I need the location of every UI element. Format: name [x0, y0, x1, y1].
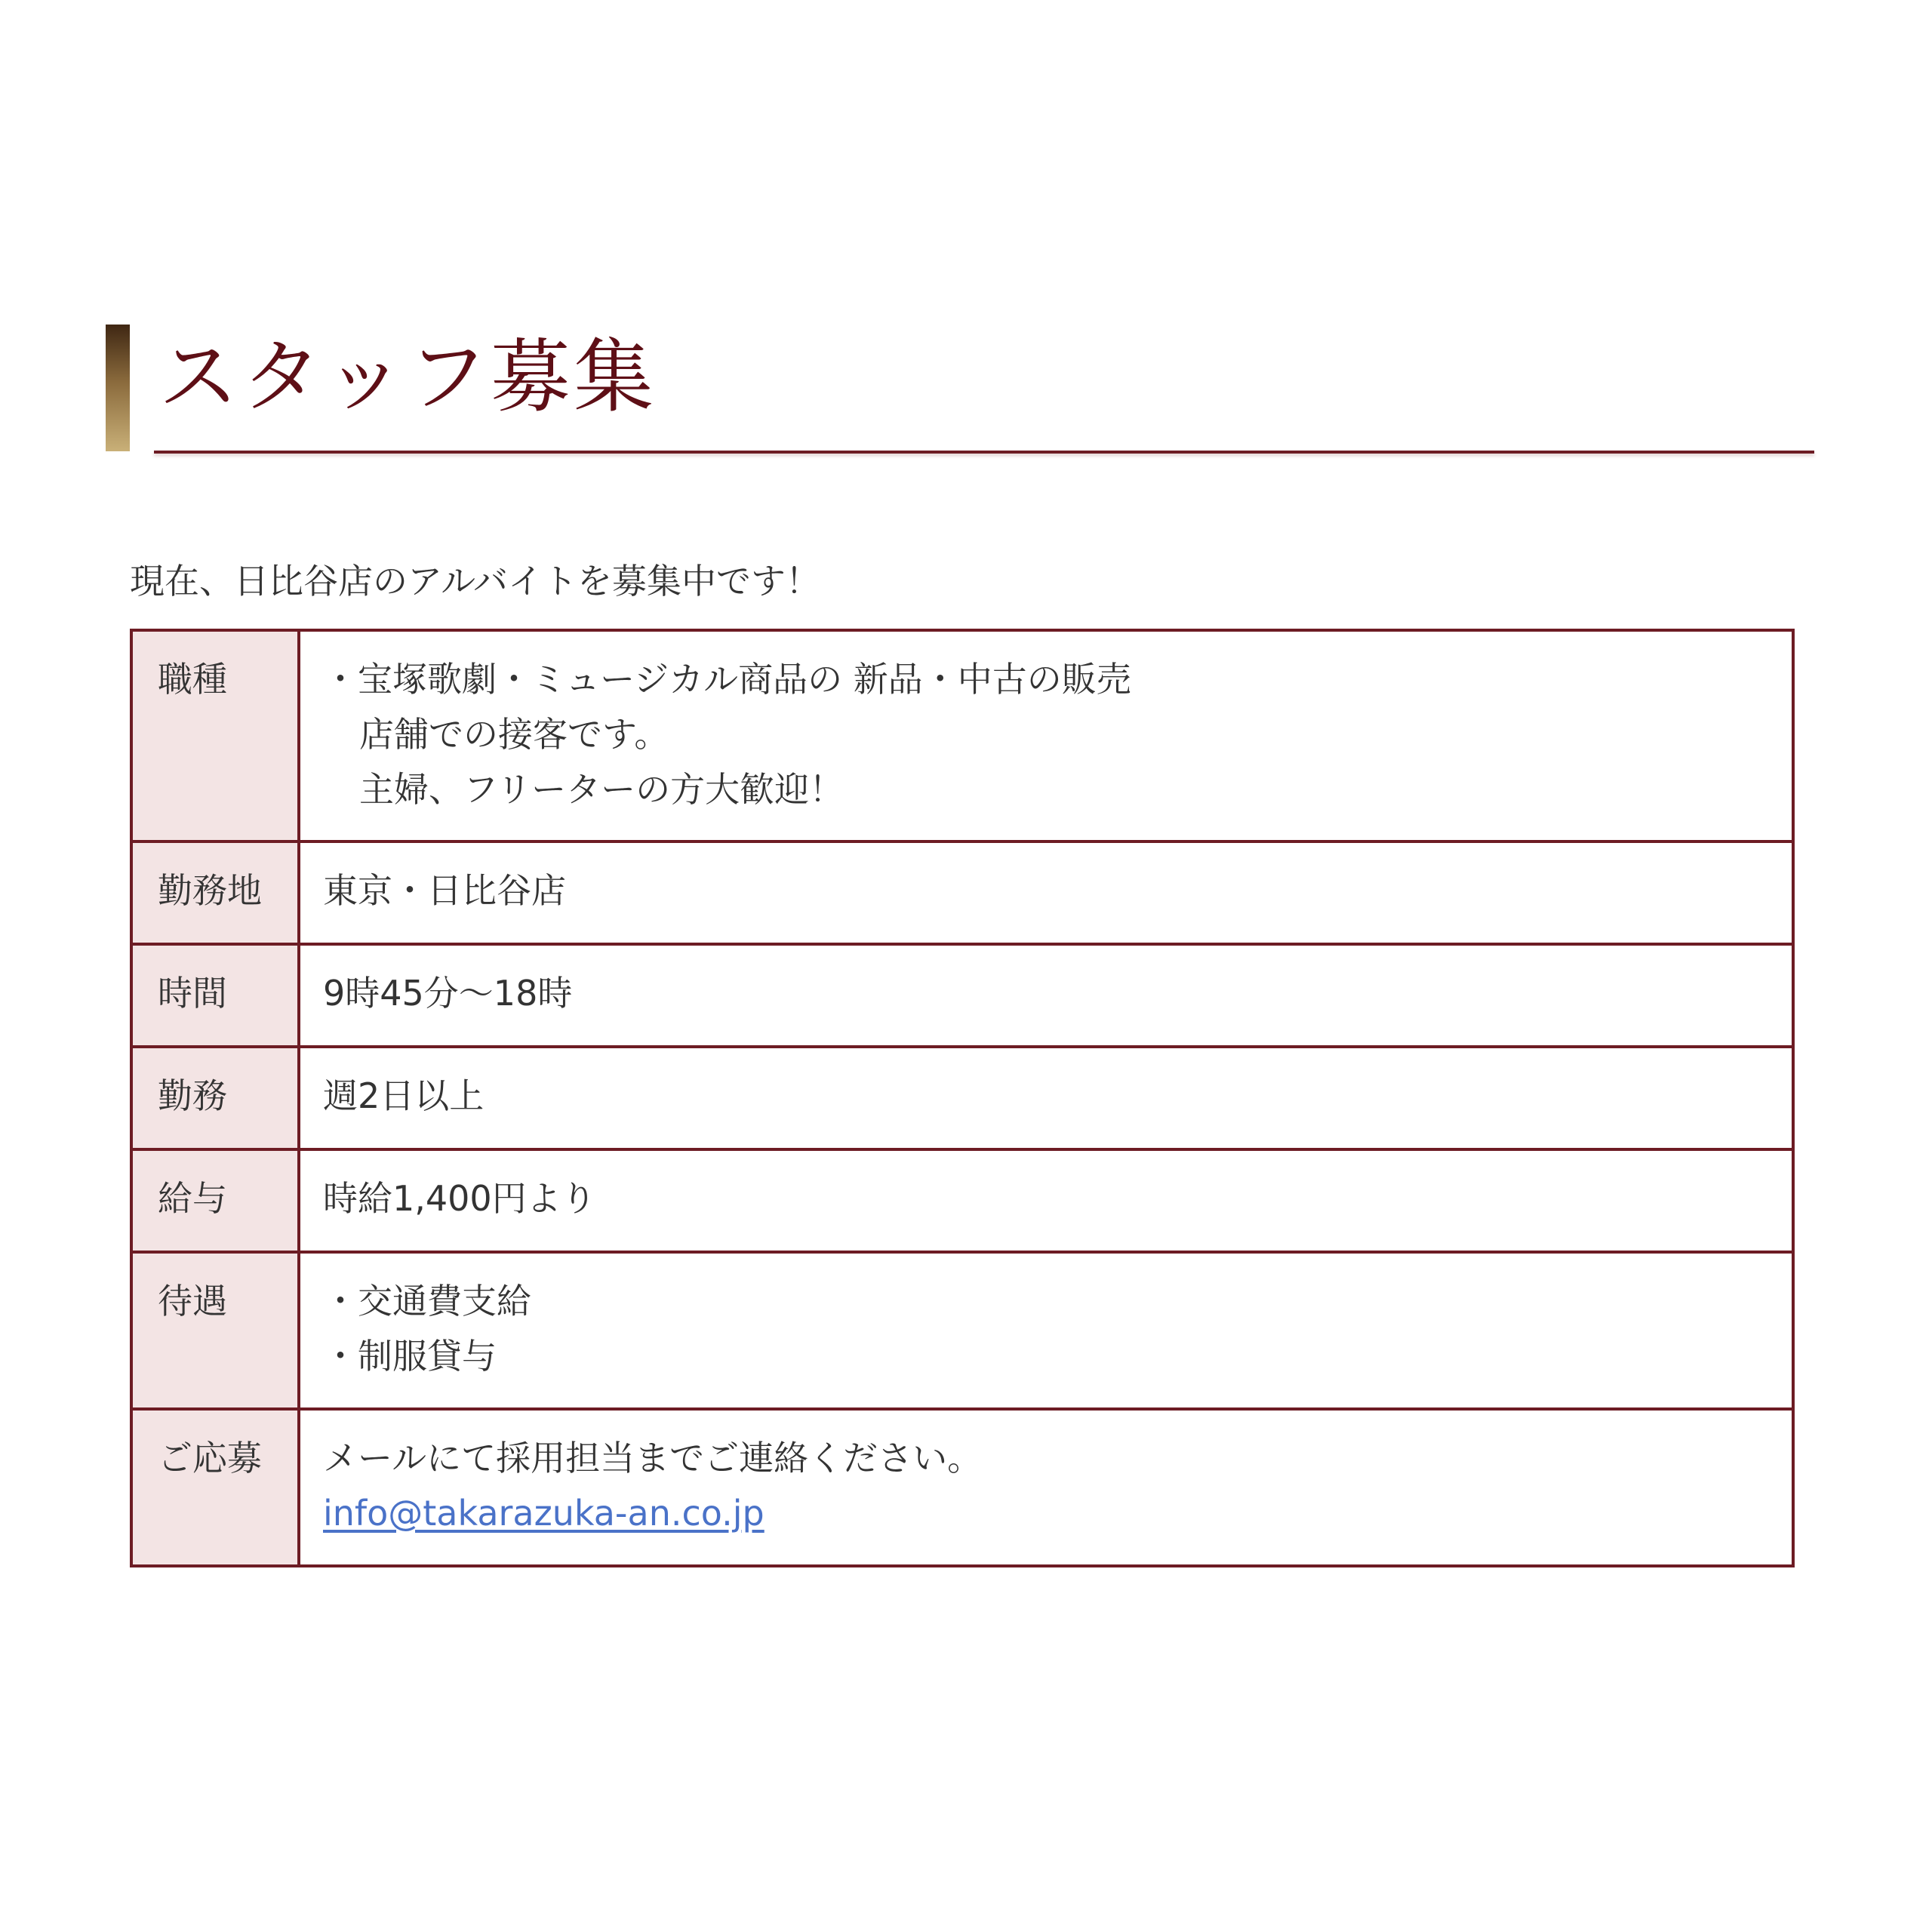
table-row-benefits [131, 1252, 1793, 1409]
table-row-pay [131, 1149, 1793, 1252]
benefits-line-2: ・制服貸与 [323, 1336, 497, 1377]
benefits-label: 待遇 [158, 1281, 227, 1321]
apply-label: ご応募 [158, 1438, 262, 1478]
shifts-label: 勤務 [158, 1075, 227, 1116]
job-type-line-3: 主婦、フリーターの方大歓迎！ [359, 769, 844, 810]
pay-label: 給与 [158, 1178, 227, 1219]
apply-email-line [323, 1486, 1792, 1541]
intro-text: 現在、日比谷店のアルバイトを募集中です！ [130, 561, 820, 601]
email-link[interactable]: info@takarazuka-an.co.jp [323, 1493, 764, 1534]
row-value-cell [299, 944, 1793, 1047]
row-value-cell [299, 1047, 1793, 1149]
benefits-line-1: ・交通費支給 [323, 1281, 531, 1321]
apply-text: メールにて採用担当までご連絡ください。 [323, 1438, 983, 1478]
job-type-label: 職種 [158, 659, 227, 700]
row-label-cell [131, 1149, 299, 1252]
row-value-cell [299, 1149, 1793, 1252]
job-type-line-2: 店舗での接客です。 [359, 714, 669, 755]
row-value-cell [299, 1409, 1793, 1566]
location-label: 勤務地 [158, 870, 262, 911]
row-value-cell [299, 841, 1793, 944]
recruitment-table [130, 629, 1795, 1567]
row-value-cell [299, 630, 1793, 841]
row-label-cell [131, 1047, 299, 1149]
heading-underline [154, 451, 1814, 454]
pay-value: 時給1,400円より [323, 1178, 596, 1219]
section-heading [106, 321, 1815, 457]
row-label-cell [131, 1409, 299, 1566]
row-value-cell [299, 1252, 1793, 1409]
row-label-cell [131, 1252, 299, 1409]
heading-accent-bar [106, 325, 130, 451]
table-row-shifts [131, 1047, 1793, 1149]
hours-value: 9時45分〜18時 [323, 973, 573, 1014]
row-label-cell [131, 944, 299, 1047]
table-row-location [131, 841, 1793, 944]
table-row-apply [131, 1409, 1793, 1566]
table-row-hours [131, 944, 1793, 1047]
location-value: 東京・日比谷店 [323, 870, 566, 911]
hours-label: 時間 [158, 973, 227, 1014]
row-label-cell [131, 841, 299, 944]
row-label-cell [131, 630, 299, 841]
page-title: スタッフ募集 [158, 331, 657, 423]
job-type-line-1: ・宝塚歌劇・ミュージカル商品の 新品・中古の販売 [323, 659, 1131, 700]
table-row-job-type [131, 630, 1793, 841]
shifts-value: 週2日以上 [323, 1075, 485, 1116]
